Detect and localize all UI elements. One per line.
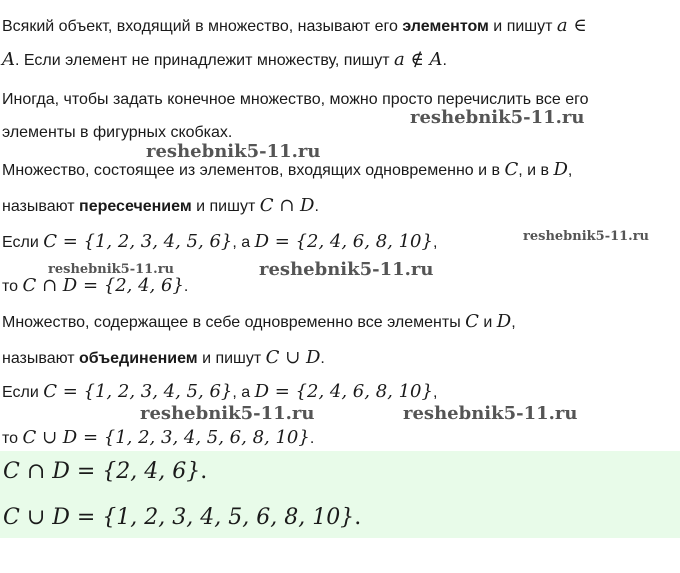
watermark: reshebnik5-11.ru (140, 403, 315, 424)
text: . (183, 278, 189, 295)
text: и (478, 314, 497, 331)
text: , а (232, 384, 255, 401)
paragraph-union (2, 310, 516, 335)
watermark: reshebnik5-11.ru (403, 403, 578, 424)
math-d: D (496, 311, 512, 332)
text: элементы в фигурных скобках. (2, 124, 233, 141)
text: , (432, 384, 438, 401)
text: Если (2, 234, 44, 251)
text: называют (2, 198, 80, 215)
text: , (432, 234, 438, 251)
math-c: C (504, 159, 519, 180)
text: и пишут (197, 350, 266, 367)
paragraph-example-sets-2 (2, 380, 437, 405)
text: . (442, 52, 447, 69)
text: Если (2, 384, 44, 401)
math-not-belongs: a ∉ A (394, 49, 443, 70)
term-union: объединением (79, 350, 198, 367)
watermark: reshebnik5-11.ru (523, 229, 650, 244)
paragraph-example-intersection (2, 274, 188, 299)
math-set-c: C = {1, 2, 3, 4, 5, 6} (43, 231, 233, 252)
term-intersection: пересечением (79, 198, 192, 215)
text: . (354, 505, 362, 530)
text: и пишут (488, 18, 557, 35)
watermark: reshebnik5-11.ru (259, 259, 434, 280)
math-union-result: C ∪ D = {1, 2, 3, 4, 5, 6, 8, 10} (22, 427, 310, 448)
math-set-a: A (2, 49, 15, 70)
paragraph-example-union (2, 426, 314, 451)
paragraph-union-def (2, 346, 325, 371)
math-set-d: D = {2, 4, 6, 8, 10} (254, 231, 433, 252)
term-element: элементом (402, 18, 489, 35)
math-union: C ∪ D (265, 347, 321, 368)
text: , (567, 162, 573, 179)
watermark: reshebnik5-11.ru (410, 107, 585, 128)
text: , и в (518, 162, 554, 179)
text: и пишут (191, 198, 260, 215)
math-set-d: D = {2, 4, 6, 8, 10} (254, 381, 433, 402)
math-answer-intersection: C ∩ D = {2, 4, 6} (3, 459, 201, 484)
text: . Если элемент не принадлежит множеству, пишут (15, 52, 395, 69)
answer-box (0, 451, 680, 538)
math-belongs: a ∈ (556, 15, 587, 36)
text: . (320, 350, 325, 367)
text: Иногда, чтобы задать конечное множество, можно просто перечислить все его (2, 91, 589, 108)
watermark: reshebnik5-11.ru (146, 141, 321, 162)
paragraph-example-sets (2, 230, 437, 255)
text: Множество, содержащее в себе одновременно все элементы (2, 314, 466, 331)
text: . (200, 459, 208, 484)
text: то (2, 278, 23, 295)
math-c: C (465, 311, 479, 332)
paragraph-not-belongs (2, 48, 447, 73)
math-intersection: C ∩ D (259, 195, 315, 216)
answer-intersection (3, 459, 207, 484)
text: , а (232, 234, 255, 251)
text: называют (2, 350, 80, 367)
text: Множество, состоящее из элементов, входящих одновременно и в (2, 162, 505, 179)
math-set-c: C = {1, 2, 3, 4, 5, 6} (43, 381, 233, 402)
answer-union (3, 505, 361, 530)
paragraph-intersection-def (2, 194, 319, 219)
watermark: reshebnik5-11.ru (48, 262, 175, 277)
text: . (309, 430, 315, 447)
math-d: D (553, 159, 568, 180)
text: то (2, 430, 23, 447)
text: , (511, 314, 516, 331)
paragraph-element-definition (2, 14, 587, 39)
text: . (314, 198, 319, 215)
math-intersection-result: C ∩ D = {2, 4, 6} (22, 275, 184, 296)
text: Всякий объект, входящий в множество, называют его (2, 18, 403, 35)
math-answer-union: C ∪ D = {1, 2, 3, 4, 5, 6, 8, 10} (3, 505, 355, 530)
